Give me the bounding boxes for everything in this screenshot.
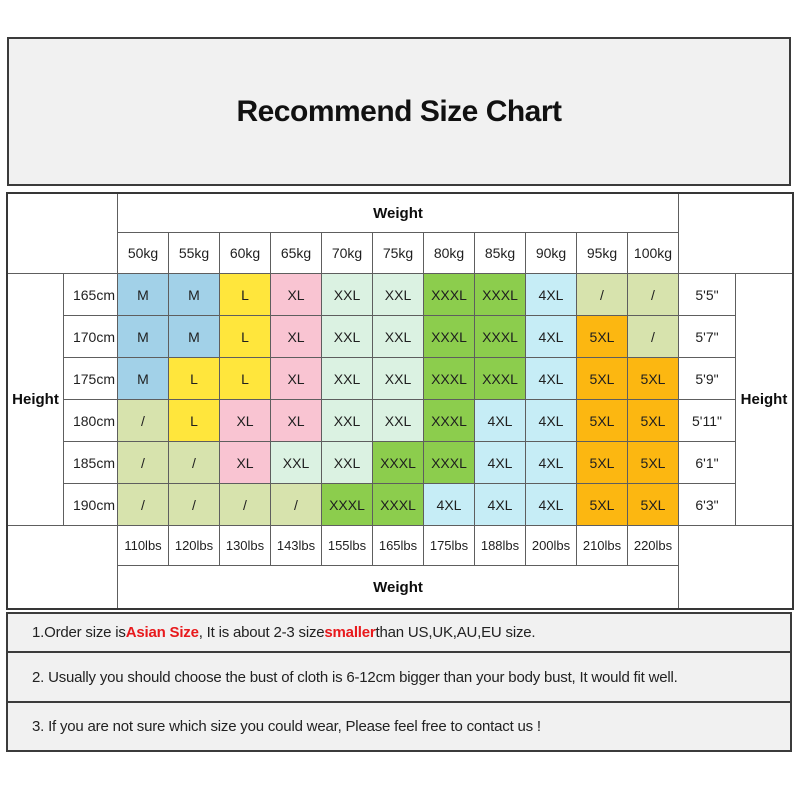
note-highlight-text: Asian Size	[125, 624, 199, 641]
size-cell: /	[169, 442, 219, 483]
size-cell: 5XL	[577, 442, 627, 483]
size-cell: 4XL	[526, 484, 576, 525]
height-cm-label: 190cm	[64, 484, 117, 525]
weight-lbs-header: 165lbs	[373, 526, 423, 565]
height-cm-label: 165cm	[64, 274, 117, 315]
weight-lbs-header: 175lbs	[424, 526, 474, 565]
size-cell: /	[169, 484, 219, 525]
size-cell: /	[271, 484, 321, 525]
height-left-label: Height	[8, 274, 63, 525]
size-cell: XXL	[322, 358, 372, 399]
weight-lbs-header: 220lbs	[628, 526, 678, 565]
blank-top-right-cell	[679, 194, 792, 273]
weight-lbs-header: 200lbs	[526, 526, 576, 565]
size-cell: XXL	[373, 316, 423, 357]
size-cell: L	[220, 358, 270, 399]
weight-kg-header: 85kg	[475, 233, 525, 273]
page-title: Recommend Size Chart	[236, 94, 562, 128]
size-cell: XXL	[322, 316, 372, 357]
size-cell: XXL	[373, 358, 423, 399]
size-cell: XL	[220, 400, 270, 441]
height-ft-label: 5'9"	[679, 358, 735, 399]
size-cell: L	[220, 274, 270, 315]
note-highlight-text: smaller	[324, 624, 376, 641]
size-cell: XXXL	[475, 358, 525, 399]
size-cell: XXXL	[475, 316, 525, 357]
weight-lbs-header: 120lbs	[169, 526, 219, 565]
weight-top-header: Weight	[118, 194, 678, 232]
size-cell: 5XL	[577, 400, 627, 441]
weight-kg-header: 95kg	[577, 233, 627, 273]
size-cell: /	[577, 274, 627, 315]
size-cell: XXXL	[373, 484, 423, 525]
size-cell: XXL	[322, 400, 372, 441]
weight-bottom-header: Weight	[118, 566, 678, 608]
weight-kg-header: 50kg	[118, 233, 168, 273]
size-cell: 4XL	[526, 358, 576, 399]
height-cm-label: 175cm	[64, 358, 117, 399]
weight-kg-header: 100kg	[628, 233, 678, 273]
note-text: , It is about 2-3 size	[198, 624, 325, 641]
note-text: 2. Usually you should choose the bust of cloth is 6-12cm bigger than your body bust, It would fit well.	[32, 668, 678, 686]
height-ft-label: 6'1"	[679, 442, 735, 483]
size-cell: M	[169, 274, 219, 315]
size-cell: 4XL	[475, 400, 525, 441]
size-cell: 5XL	[577, 484, 627, 525]
weight-kg-header: 65kg	[271, 233, 321, 273]
size-cell: 5XL	[577, 358, 627, 399]
size-cell: L	[169, 400, 219, 441]
note-asian-size	[6, 612, 792, 653]
size-cell: XXXL	[424, 442, 474, 483]
note-text: than US,UK,AU,EU size.	[375, 624, 536, 641]
size-cell: M	[118, 358, 168, 399]
size-cell: XXL	[373, 274, 423, 315]
size-cell: M	[169, 316, 219, 357]
size-cell: XXXL	[424, 400, 474, 441]
size-cell: XXXL	[322, 484, 372, 525]
size-cell: XXXL	[475, 274, 525, 315]
title-box	[7, 37, 791, 186]
size-cell: 4XL	[526, 274, 576, 315]
weight-lbs-header: 210lbs	[577, 526, 627, 565]
height-cm-label: 170cm	[64, 316, 117, 357]
size-cell: 4XL	[475, 442, 525, 483]
size-cell: 4XL	[424, 484, 474, 525]
weight-lbs-header: 188lbs	[475, 526, 525, 565]
blank-top-left-cell	[8, 194, 117, 273]
size-cell: XXXL	[424, 358, 474, 399]
size-cell: /	[220, 484, 270, 525]
weight-kg-header: 75kg	[373, 233, 423, 273]
size-cell: 5XL	[628, 358, 678, 399]
size-cell: /	[118, 442, 168, 483]
size-cell: 5XL	[628, 442, 678, 483]
height-ft-label: 5'11"	[679, 400, 735, 441]
size-cell: 5XL	[628, 484, 678, 525]
weight-lbs-header: 110lbs	[118, 526, 168, 565]
size-cell: /	[118, 400, 168, 441]
size-cell: /	[628, 316, 678, 357]
size-cell: 4XL	[526, 442, 576, 483]
size-cell: XXL	[271, 442, 321, 483]
height-ft-label: 6'3"	[679, 484, 735, 525]
weight-lbs-header: 130lbs	[220, 526, 270, 565]
weight-kg-header: 80kg	[424, 233, 474, 273]
size-cell: /	[118, 484, 168, 525]
size-cell: XL	[271, 358, 321, 399]
weight-lbs-header: 155lbs	[322, 526, 372, 565]
size-cell: 4XL	[475, 484, 525, 525]
blank-bottom-left-cell	[8, 526, 117, 608]
height-ft-label: 5'7"	[679, 316, 735, 357]
note-text: 3. If you are not sure which size you could wear, Please feel free to contact us !	[32, 718, 541, 735]
size-cell: XL	[271, 274, 321, 315]
size-cell: XXXL	[424, 316, 474, 357]
weight-kg-header: 55kg	[169, 233, 219, 273]
size-cell: XXXL	[373, 442, 423, 483]
size-cell: L	[220, 316, 270, 357]
height-ft-label: 5'5"	[679, 274, 735, 315]
size-cell: /	[628, 274, 678, 315]
weight-lbs-header: 143lbs	[271, 526, 321, 565]
size-cell: XXXL	[424, 274, 474, 315]
height-right-label: Height	[736, 274, 792, 525]
size-cell: L	[169, 358, 219, 399]
size-cell: XXL	[322, 274, 372, 315]
size-cell: 5XL	[628, 400, 678, 441]
size-cell: M	[118, 316, 168, 357]
note-bust-advice	[6, 651, 792, 703]
height-cm-label: 185cm	[64, 442, 117, 483]
size-cell: XL	[271, 316, 321, 357]
size-cell: 5XL	[577, 316, 627, 357]
size-cell: 4XL	[526, 316, 576, 357]
weight-kg-header: 70kg	[322, 233, 372, 273]
note-text: 1.Order size is	[32, 624, 126, 641]
blank-bottom-right-cell	[679, 526, 792, 608]
weight-kg-header: 60kg	[220, 233, 270, 273]
weight-kg-header: 90kg	[526, 233, 576, 273]
height-cm-label: 180cm	[64, 400, 117, 441]
size-grid	[6, 192, 794, 610]
size-cell: 4XL	[526, 400, 576, 441]
note-contact-us	[6, 701, 792, 752]
size-cell: M	[118, 274, 168, 315]
size-cell: XXL	[322, 442, 372, 483]
size-cell: XL	[271, 400, 321, 441]
size-cell: XL	[220, 442, 270, 483]
size-cell: XXL	[373, 400, 423, 441]
